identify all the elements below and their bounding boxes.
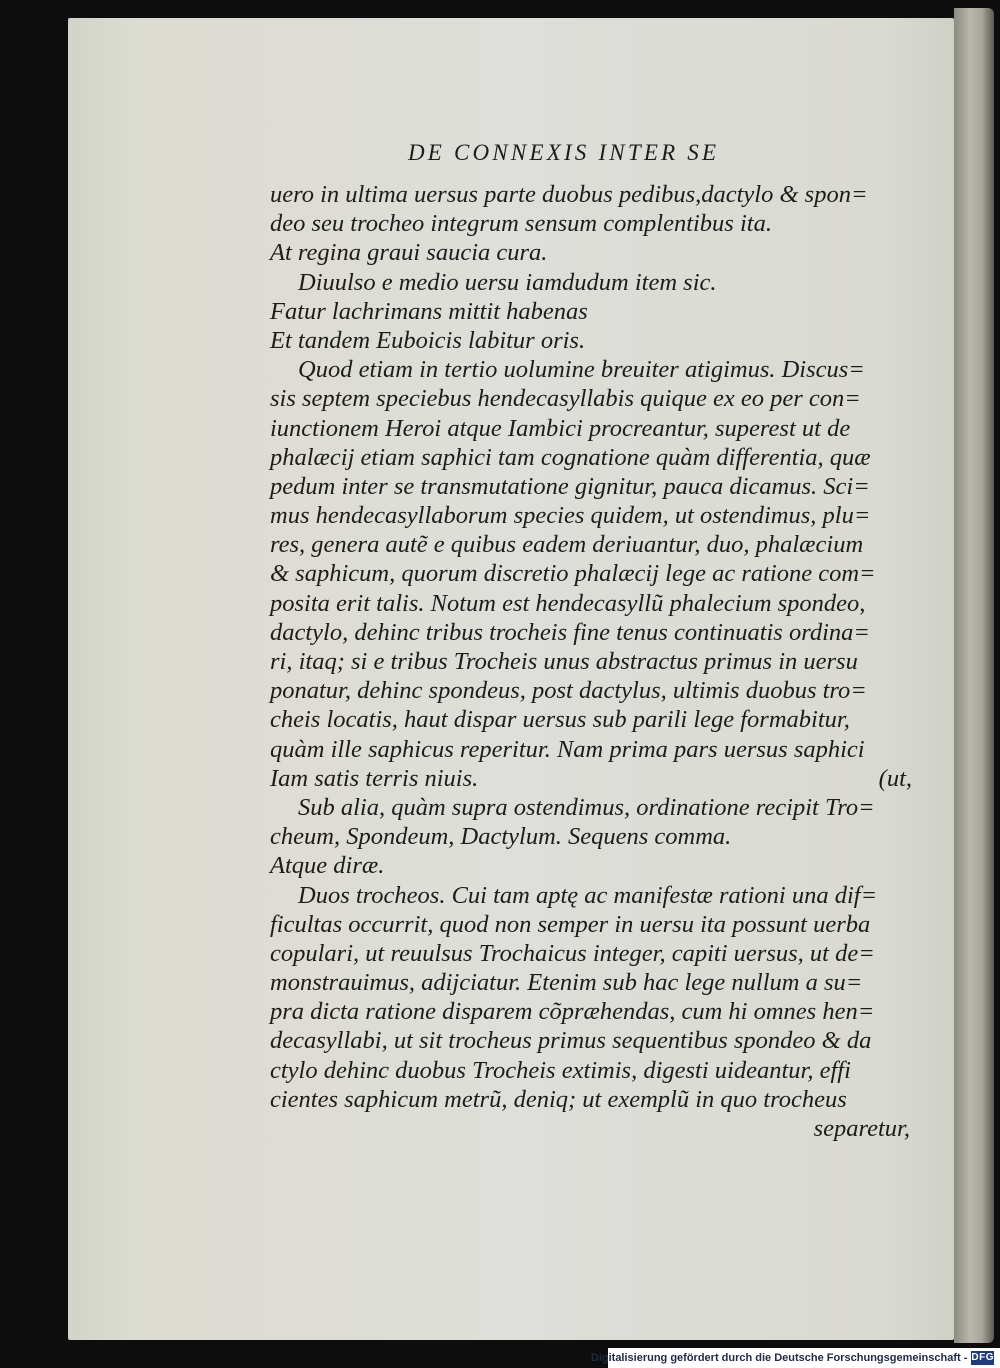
- text-line: Fatur lachrimans mittit habenas: [270, 297, 588, 325]
- turnover-fragment: (ut,: [878, 764, 912, 792]
- page-text: [270, 180, 930, 1143]
- text-line: Quod etiam in tertio uolumine breuiter atigimus. Discus=: [298, 356, 865, 384]
- text-line: Duos trocheos. Cui tam aptę ac manifestæ rationi una dif=: [298, 881, 878, 909]
- text-line: pra dicta ratione disparem cõpræhendas, cum hi omnes hen=: [270, 998, 875, 1026]
- text-line: sis septem speciebus hendecasyllabis quique ex eo per con=: [270, 385, 861, 413]
- text-line-main: Iam satis terris niuis.: [270, 764, 479, 792]
- text-line: ficultas occurrit, quod non semper in uersu ita possunt uerba: [270, 910, 871, 938]
- dfg-logo-icon: DFG: [971, 1352, 994, 1363]
- text-line: quàm ille saphicus reperitur. Nam prima pars uersus saphici: [270, 735, 865, 763]
- text-line: iunctionem Heroi atque Iambici procreantur, superest ut de: [270, 414, 851, 442]
- text-line: pedum inter se transmutatione gignitur, pauca dicamus. Sci=: [270, 472, 870, 500]
- text-line: Atque diræ.: [270, 852, 385, 880]
- text-line: mus hendecasyllaborum species quidem, ut ostendimus, plu=: [270, 502, 871, 530]
- text-line: Et tandem Euboicis labitur oris.: [270, 326, 586, 354]
- running-head: DE CONNEXIS INTER SE: [408, 140, 720, 165]
- text-line: phalæcij etiam saphici tam cognatione quàm differentia, quæ: [270, 443, 871, 471]
- digitization-footer: [590, 1348, 1000, 1368]
- text-line: & saphicum, quorum discretio phalæcij lege ac ratione com=: [270, 560, 876, 588]
- text-line: cheum, Spondeum, Dactylum. Sequens comma.: [270, 823, 732, 851]
- text-line: ctylo dehinc duobus Trocheis extimis, digesti uideantur, effi: [270, 1056, 851, 1084]
- catchword: separetur,: [813, 1115, 910, 1142]
- text-line: ponatur, dehinc spondeus, post dactylus, ultimis duobus tro=: [270, 677, 867, 705]
- text-line: decasyllabi, ut sit trocheus primus sequentibus spondeo & da: [270, 1027, 872, 1055]
- text-line: copulari, ut reuulsus Trochaicus integer, capiti uersus, ut de=: [270, 939, 875, 967]
- text-line: deo seu trocheo integrum sensum complentibus ita.: [270, 210, 772, 238]
- text-line: Sub alia, quàm supra ostendimus, ordinatione recipit Tro=: [298, 793, 875, 821]
- text-line: cientes saphicum metrũ, deniq; ut exemplũ in quo trocheus: [270, 1085, 847, 1113]
- footer-credit-text: Digitalisierung gefördert durch die Deutsche Forschungsgemeinschaft -: [590, 1352, 968, 1364]
- text-line: res, genera autẽ e quibus eadem deriuantur, duo, phalæcium: [270, 531, 864, 559]
- text-line-with-turnover: [270, 764, 930, 793]
- text-line: uero in ultima uersus parte duobus pedibus,dactylo & spon=: [270, 181, 868, 208]
- text-line: Diuulso e medio uersu iamdudum item sic.: [298, 268, 717, 296]
- text-line: dactylo, dehinc tribus trocheis fine tenus continuatis ordina=: [270, 618, 870, 646]
- text-line: At regina graui saucia cura.: [270, 239, 548, 267]
- text-line: ri, itaq; si e tribus Trocheis unus abstractus primus in uersu: [270, 648, 858, 675]
- text-line: posita erit talis. Notum est hendecasyllũ phalecium spondeo,: [270, 589, 866, 617]
- text-line: cheis locatis, haut dispar uersus sub parili lege formabitur,: [270, 706, 850, 734]
- page-edge: [954, 8, 994, 1343]
- text-line: monstrauimus, adijciatur. Etenim sub hac lege nullum a su=: [270, 969, 863, 997]
